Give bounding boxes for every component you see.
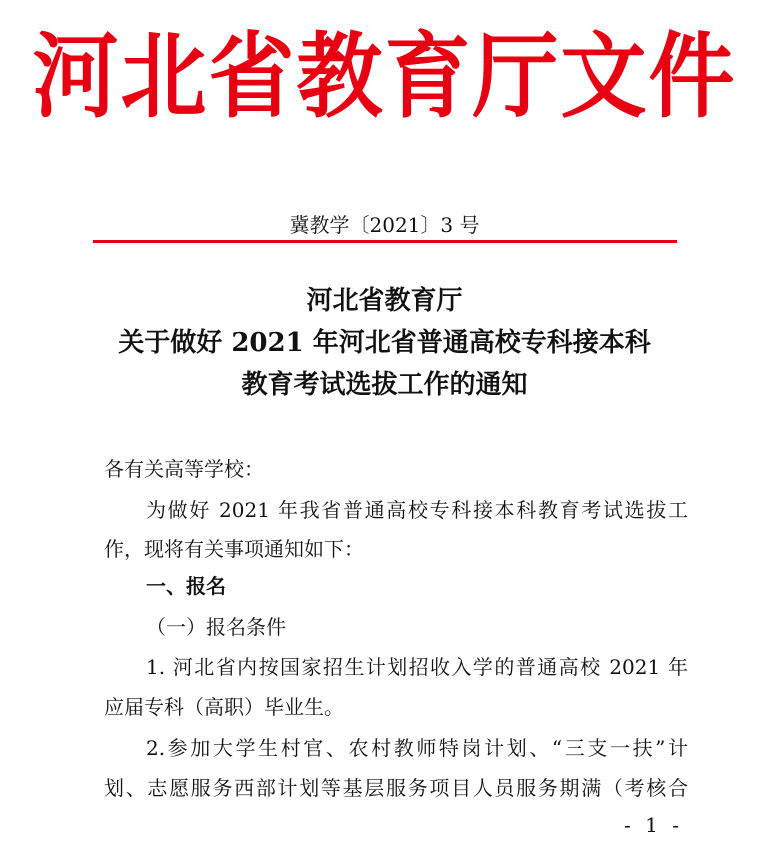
notice-title-line-1: 河北省教育厅 (306, 286, 463, 316)
page-number: - 1 - (624, 813, 683, 837)
document-header-title: 河北省教育厅文件 (32, 22, 737, 131)
item-1-line-2: 应届专科（高职）毕业生。 (104, 695, 344, 719)
subsection-heading-1: （一）报名条件 (146, 615, 286, 639)
item-1-line-1: 1. 河北省内按国家招生计划招收入学的普通高校 2021 年 (146, 655, 688, 679)
paragraph-1-line-2: 作，现将有关事项通知如下： (104, 537, 364, 561)
section-heading-1: 一、报名 (146, 574, 226, 598)
document-number: 冀教学〔2021〕3 号 (289, 213, 480, 237)
red-divider-line (93, 240, 677, 243)
item-2-line-1: 2.参加大学生村官、农村教师特岗计划、“三支一扶”计 (146, 736, 688, 760)
notice-title-line-3: 教育考试选拔工作的通知 (241, 370, 528, 400)
item-2-line-2: 划、志愿服务西部计划等基层服务项目人员服务期满（考核合 (104, 776, 688, 800)
paragraph-1-line-1: 为做好 2021 年我省普通高校专科接本科教育考试选拔工 (146, 498, 688, 522)
notice-title-line-2: 关于做好 2021 年河北省普通高校专科接本科 (118, 328, 651, 358)
notice-title (0, 280, 769, 406)
salutation: 各有关高等学校： (104, 457, 264, 481)
